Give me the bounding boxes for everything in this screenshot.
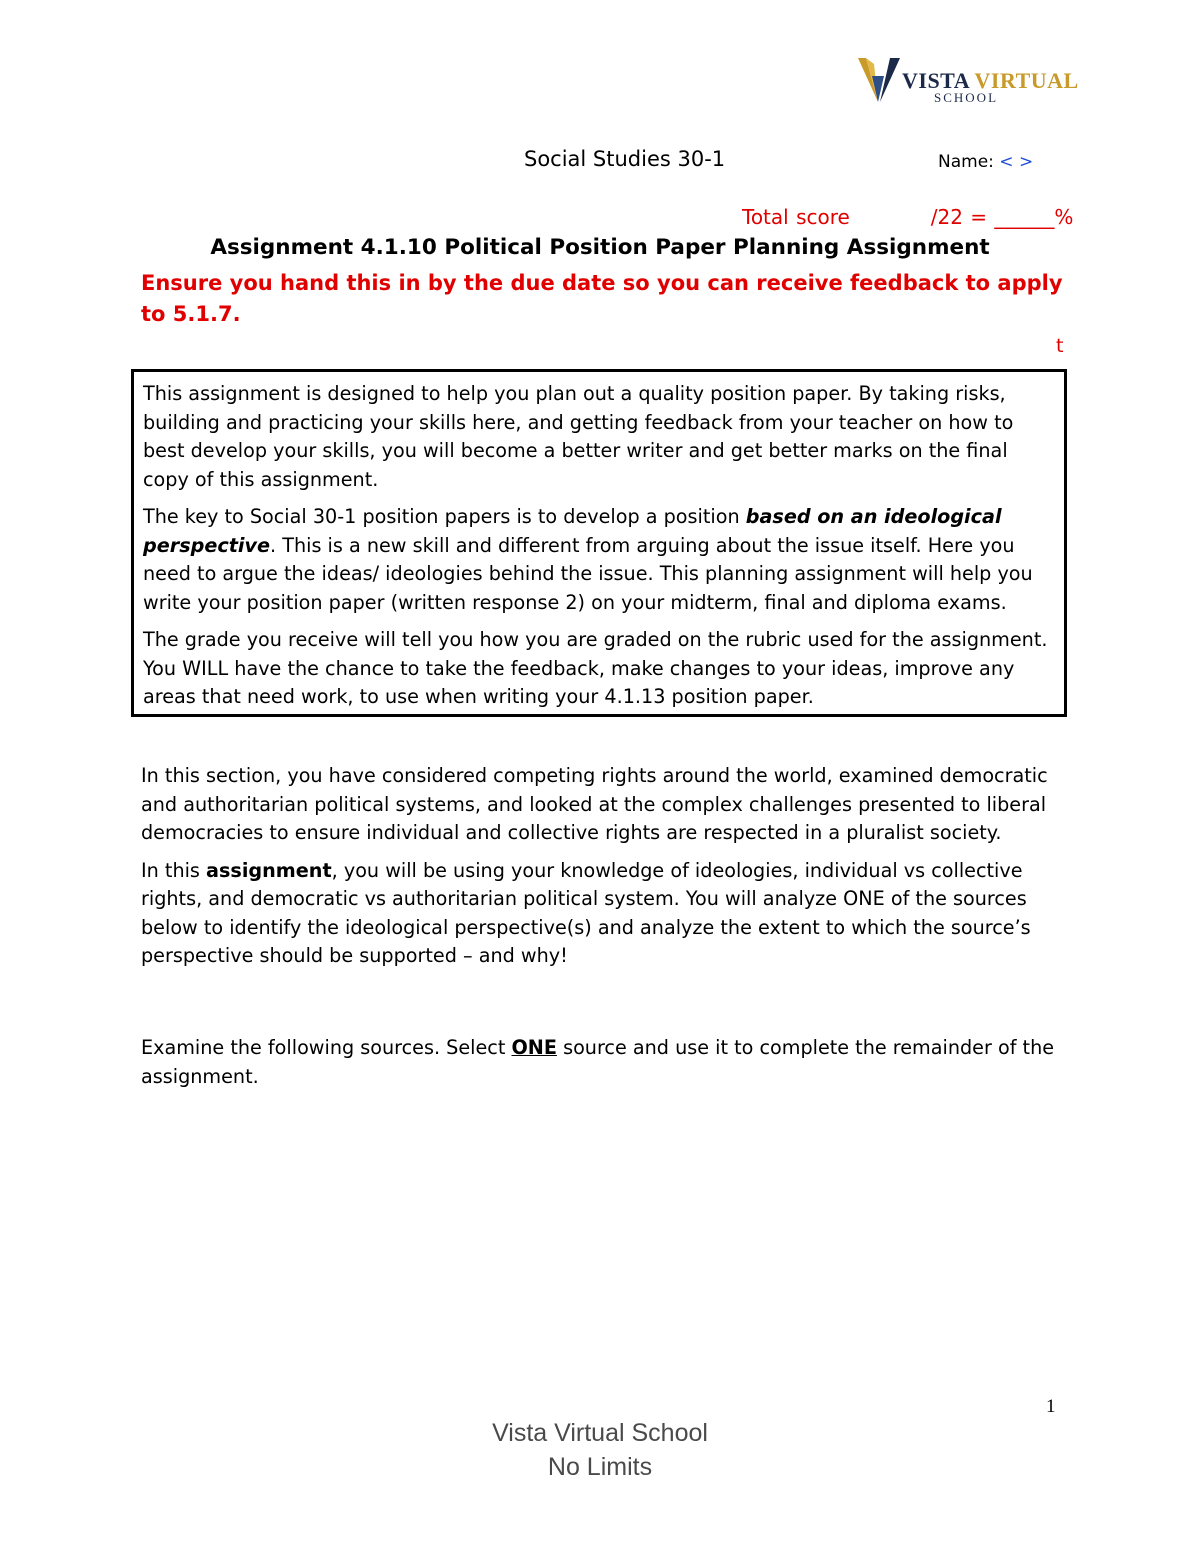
info-paragraph-2: The key to Social 30-1 position papers is to develop a position based on an ideological perspective. This is a new skill and different from arguing about the issue itself. Here you need to argue the ideas/ ideologies behind the issue. This planning assignment will help you write your position paper (written response 2) on your midterm, final and diploma exams. — [143, 505, 1033, 614]
info-paragraph-1: This assignment is designed to help you plan out a quality position paper. By taking risks, building and practicing your skills here, and getting feedback from your teacher on how to best develop your skills, you will become a better writer and get better marks on the final copy of this assignment. — [143, 382, 1014, 491]
name-value[interactable]: < > — [999, 152, 1034, 172]
body-paragraph-3: Examine the following sources. Select ONE source and use it to complete the remainder of the assignment. — [141, 1036, 1055, 1088]
info-paragraph-3: The grade you receive will tell you how you are graded on the rubric used for the assignment. You WILL have the chance to take the feedback, make changes to your ideas, improve any areas that need work, to use when writing your 4.1.13 position paper. — [143, 628, 1048, 708]
examine-instructions — [141, 1034, 1071, 1100]
body-paragraph-1: In this section, you have considered competing rights around the world, examined democratic and authoritarian political systems, and looked at the complex challenges presented to liberal democracies to ensure individual and collective rights are respected in a pluralist society. — [141, 764, 1048, 844]
bold-term: assignment — [206, 858, 332, 882]
emphasis-text: based on an ideological perspective — [143, 505, 1002, 557]
one-emphasis: ONE — [511, 1036, 557, 1059]
name-label: Name: — [938, 152, 1000, 172]
logo-subtitle: SCHOOL — [934, 90, 999, 105]
footer-school-name: Vista Virtual School — [492, 1419, 708, 1447]
info-box — [131, 369, 1067, 717]
page-number: 1 — [1046, 1396, 1056, 1417]
footer-motto: No Limits — [547, 1453, 653, 1481]
assignment-title: Assignment 4.1.10 Political Position Paper Planning Assignment — [210, 235, 990, 260]
total-score: Total score /22 = ______% — [742, 205, 1074, 229]
course-title: Social Studies 30-1 — [524, 147, 726, 171]
name-field[interactable] — [938, 152, 1033, 172]
body-section — [141, 762, 1071, 980]
logo-wordmark: VISTA VIRTUAL — [902, 68, 1079, 93]
due-date-warning: Ensure you hand this in by the due date so you can receive feedback to apply to 5.1.7. — [141, 271, 1063, 326]
stray-character: t — [1056, 335, 1064, 357]
body-paragraph-2: In this assignment, you will be using your knowledge of ideologies, individual vs collective rights, and democratic vs authoritarian political system. You will analyze ONE of the sources below to identify the ideological perspective(s) and analyze the extent to which the source’s perspective should be supported – and why! — [141, 858, 1031, 967]
